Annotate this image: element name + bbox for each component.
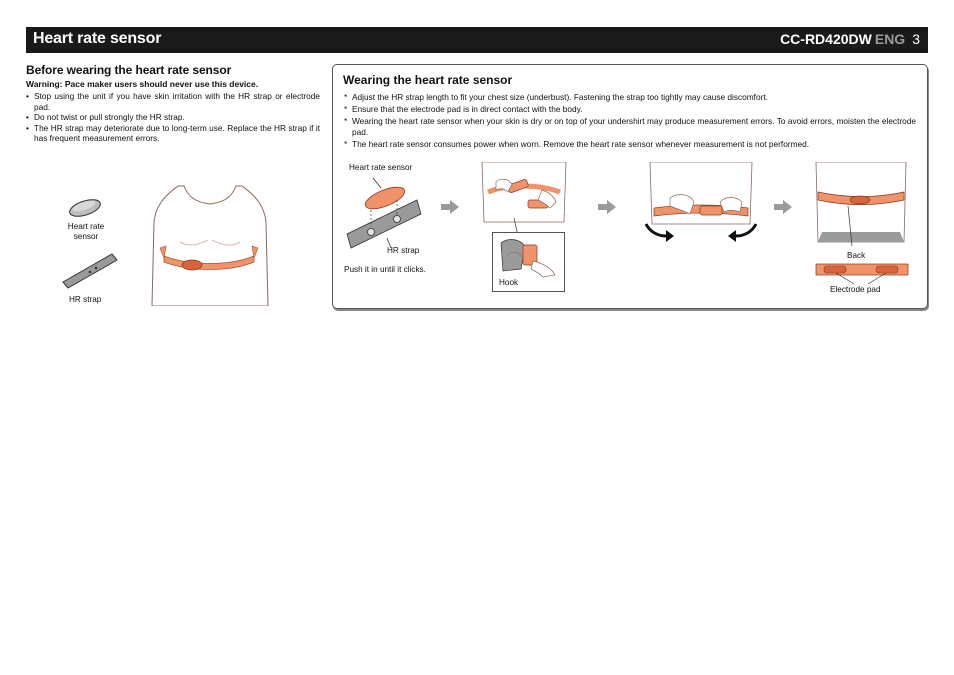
header-bar — [26, 27, 928, 53]
hook-detail-box — [492, 232, 565, 292]
electrode-pad-label: Electrode pad — [830, 285, 881, 294]
before-wearing-title: Before wearing the heart rate sensor — [26, 63, 232, 77]
list-item: • The HR strap may deteriorate due to long-term use. Replace the HR strap if it has frequent measurement errors. — [26, 123, 320, 144]
pacemaker-warning: Warning: Pace maker users should never use this device. — [26, 79, 259, 89]
before-wearing-section — [26, 63, 320, 144]
step-arrow-icon — [598, 200, 616, 214]
language-code: ENG — [874, 31, 906, 47]
list-item: • Stop using the unit if you have skin irritation with the HR strap or electrode pad. — [26, 91, 320, 112]
list-item: * Ensure that the electrode pad is in direct contact with the body. — [344, 104, 916, 114]
list-item: • Do not twist or pull strongly the HR strap. — [26, 112, 320, 123]
step2-fasten-illustration — [478, 162, 570, 242]
before-wearing-list — [26, 91, 320, 144]
header-model-info — [780, 31, 920, 47]
step1-push-instruction: Push it in until it clicks. — [344, 265, 426, 274]
wearing-notes — [344, 92, 916, 151]
sensor-label: Heart rate sensor — [67, 222, 105, 241]
strap-back-view-illustration — [814, 262, 910, 286]
wearing-title: Wearing the heart rate sensor — [343, 73, 513, 87]
list-item: * The heart rate sensor consumes power when worn. Remove the heart rate sensor whenever measurement is not performed. — [344, 139, 916, 149]
list-item: * Adjust the HR strap length to fit your chest size (underbust). Fastening the strap too tightly may cause discomfort. — [344, 92, 916, 102]
step4-worn-illustration — [812, 162, 910, 246]
step3-adjust-illustration — [644, 162, 758, 246]
hook-detail-illustration — [493, 233, 564, 279]
list-item: * Wearing the heart rate sensor when your skin is dry or on top of your undershirt may produce measurement errors. To avoid errors, moisten the electrode pad. — [344, 116, 916, 136]
page-title: Heart rate sensor — [33, 30, 162, 47]
hr-strap-illustration — [60, 250, 120, 290]
step-arrow-icon — [774, 200, 792, 214]
page-number: 3 — [912, 31, 920, 47]
step1-sensor-label: Heart rate sensor — [349, 163, 413, 172]
sensor-pod-illustration — [66, 196, 104, 220]
step-arrow-icon — [441, 200, 459, 214]
hook-label: Hook — [499, 278, 519, 287]
back-label: Back — [847, 251, 866, 260]
model-name: CC-RD420DW — [780, 31, 872, 47]
torso-with-strap-illustration — [150, 182, 270, 306]
strap-label: HR strap — [69, 295, 102, 304]
step1-strap-label: HR strap — [387, 246, 420, 255]
